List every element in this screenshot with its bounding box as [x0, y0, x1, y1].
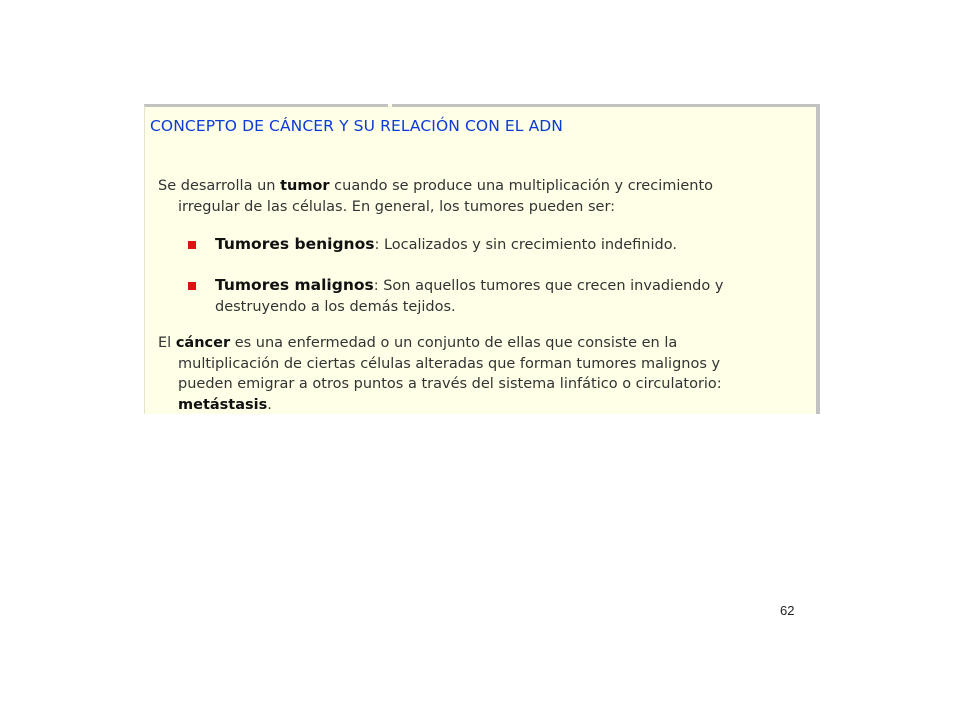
intro-keyword-tumor: tumor [280, 178, 330, 194]
slide-title: CONCEPTO DE CÁNCER Y SU RELACIÓN CON EL ADN [150, 117, 564, 135]
list-item-benign [188, 234, 788, 256]
intro-text-line1: cuando se produce una multiplicación y crecimiento [329, 178, 714, 194]
list-item-term: Tumores benignos [215, 235, 375, 253]
list-item-text [215, 234, 788, 256]
list-item-malignant [188, 275, 788, 317]
page-number: 62 [780, 603, 795, 618]
closing-text-line3: pueden emigrar a otros puntos a través del sistema linfático o circulatorio: [178, 376, 722, 392]
closing-keyword-metastasis: metástasis [178, 396, 268, 413]
list-item-definition: : Localizados y sin crecimiento indefinido. [374, 237, 677, 253]
list-item-definition: : Son aquellos tumores que crecen invadiendo y destruyendo a los demás tejidos. [215, 278, 724, 315]
closing-paragraph [158, 333, 798, 415]
list-item-text [215, 275, 788, 317]
panel-border-gap [388, 104, 392, 107]
closing-text-before: El [158, 335, 176, 351]
intro-text-line2: irregular de las células. En general, los tumores pueden ser: [178, 198, 616, 215]
intro-paragraph [158, 176, 798, 217]
intro-text-before: Se desarrolla un [158, 178, 281, 194]
square-bullet-icon [188, 282, 196, 290]
closing-text-end: . [267, 396, 272, 413]
closing-text-line2: multiplicación de ciertas células alteradas que forman tumores malignos y [178, 355, 721, 372]
closing-text-line1: es una enfermedad o un conjunto de ellas que consiste en la [230, 335, 678, 351]
square-bullet-icon [188, 241, 196, 249]
closing-text-line4 [158, 395, 798, 416]
closing-keyword-cancer: cáncer [175, 335, 231, 351]
list-item-term: Tumores malignos [215, 276, 374, 294]
